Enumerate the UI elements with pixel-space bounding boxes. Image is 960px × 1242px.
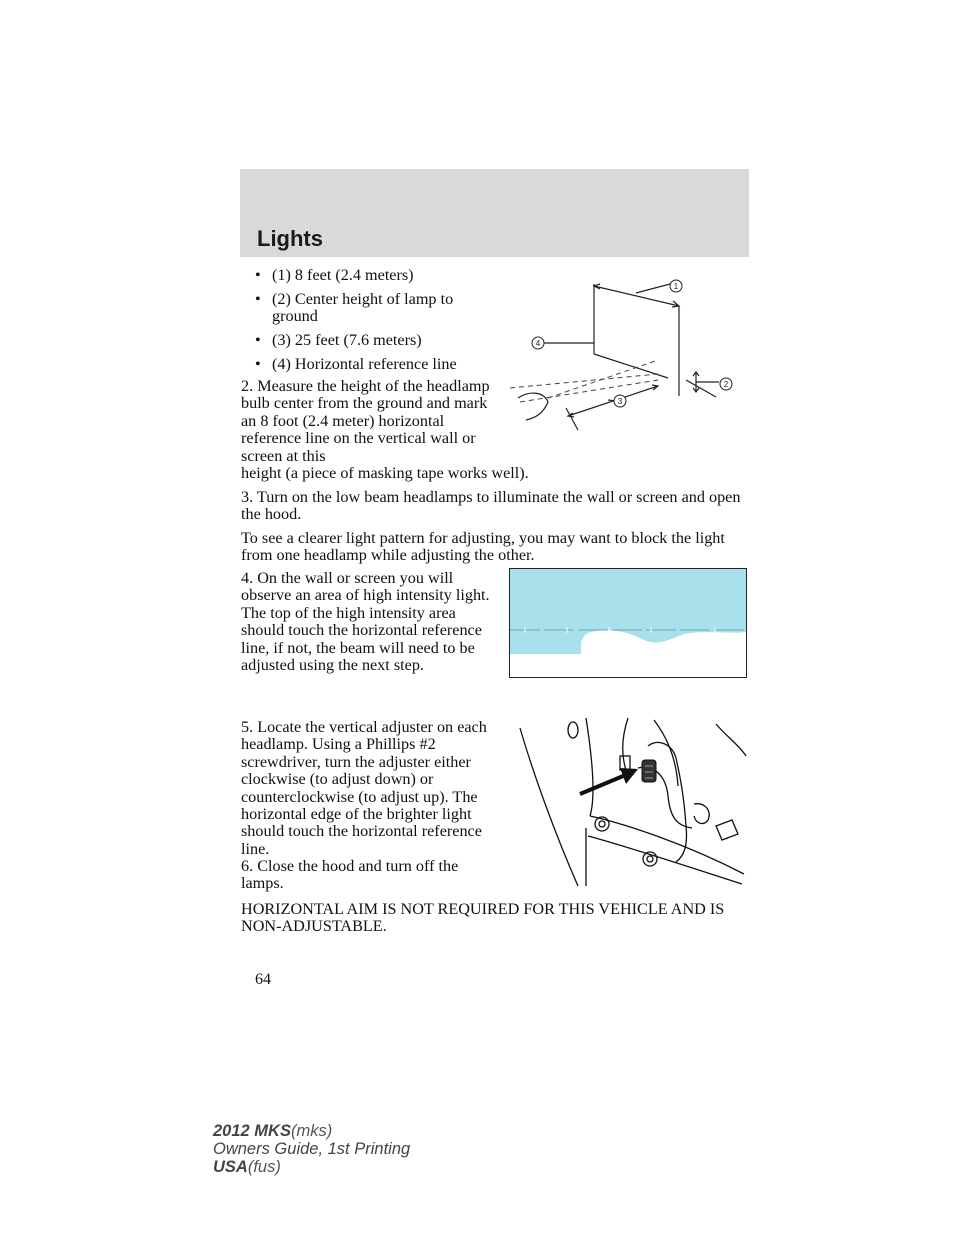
list-item-text: (4) Horizontal reference line	[272, 355, 457, 374]
step-5-text: 5. Locate the vertical adjuster on each headlamp. Using a Phillips #2 screwdriver, turn the adjuster either clockwise (to adjust down) or counterclockwise (to adjust up). The horizontal edge of the brighter light should touch the horizontal reference line.	[241, 718, 487, 858]
callout-2-label: 2	[723, 380, 729, 389]
beam-line	[520, 380, 658, 402]
bullet-glyph: •	[255, 331, 261, 350]
step-4-text: 4. On the wall or screen you will observe an area of high intensity light. The top of the high intensity area should touch the horizontal reference line, if not, the beam will need to be adjusted using the next step.	[241, 569, 490, 675]
list-item-text: (1) 8 feet (2.4 meters)	[272, 266, 414, 284]
dimension-tick	[566, 408, 578, 430]
bracket-tab	[716, 820, 738, 840]
bullet-glyph: •	[255, 266, 261, 284]
beam-pattern-figure	[509, 568, 747, 678]
footer-line-3	[213, 1158, 410, 1176]
list-item	[255, 356, 505, 373]
fender-edge	[520, 728, 578, 886]
measurement-list	[255, 267, 505, 380]
footer-line-1	[213, 1122, 410, 1140]
mounting-hole	[568, 722, 578, 738]
adjuster-location-figure	[516, 716, 748, 888]
footer-market: USA	[213, 1158, 248, 1176]
footer-model: 2012 MKS	[213, 1122, 291, 1140]
list-item	[255, 291, 487, 326]
leader-line-1	[636, 284, 670, 293]
list-item-text: (3) 25 feet (7.6 meters)	[272, 331, 422, 350]
section-title: Lights	[257, 226, 323, 251]
list-item	[255, 332, 505, 349]
callout-1-label: 1	[673, 282, 679, 291]
step-6-text: 6. Close the hood and turn off the lamps.	[241, 857, 459, 893]
step-2-text: 2. Measure the height of the headlamp bulb center from the ground and mark an 8 foot (2.4 meter) horizontal reference line on the vertical wall or screen at this	[241, 377, 490, 465]
footer-line-2: Owners Guide, 1st Printing	[213, 1140, 411, 1158]
callout-3-label: 3	[617, 397, 623, 406]
beam-line	[548, 360, 658, 398]
radiator-support	[588, 836, 742, 884]
step-2-text-cont: height (a piece of masking tape works well).	[241, 464, 529, 482]
step-3-text: 3. Turn on the low beam headlamps to illuminate the wall or screen and open the hood.	[241, 488, 741, 524]
footer-model-code: (mks)	[290, 1122, 333, 1140]
note-text: HORIZONTAL AIM IS NOT REQUIRED FOR THIS VEHICLE AND IS NON-ADJUSTABLE.	[241, 900, 725, 936]
print-footer	[213, 1122, 410, 1176]
bullet-glyph: •	[255, 355, 261, 374]
lamp-housing-edge	[623, 718, 628, 776]
bolt-center	[647, 856, 653, 862]
tip-text: To see a clearer light pattern for adjusting, you may want to block the light from one headlamp while adjusting the other.	[241, 529, 725, 565]
dimension-line-1	[594, 286, 679, 306]
lamp-housing-edge	[586, 718, 593, 816]
vertical-adjuster-icon	[642, 760, 656, 782]
connector	[694, 804, 709, 824]
bullet-glyph: •	[255, 289, 261, 308]
bolt-center	[599, 821, 605, 827]
callout-4-label: 4	[535, 339, 541, 348]
list-item-text: (2) Center height of lamp to ground	[272, 289, 454, 326]
arrow-icon	[580, 768, 638, 794]
footer-market-code: (fus)	[247, 1158, 281, 1176]
aiming-diagram	[508, 270, 748, 432]
vehicle-outline	[518, 393, 548, 420]
list-item	[255, 267, 505, 284]
page-number: 64	[255, 971, 271, 988]
lamp-housing-edge	[716, 724, 746, 756]
